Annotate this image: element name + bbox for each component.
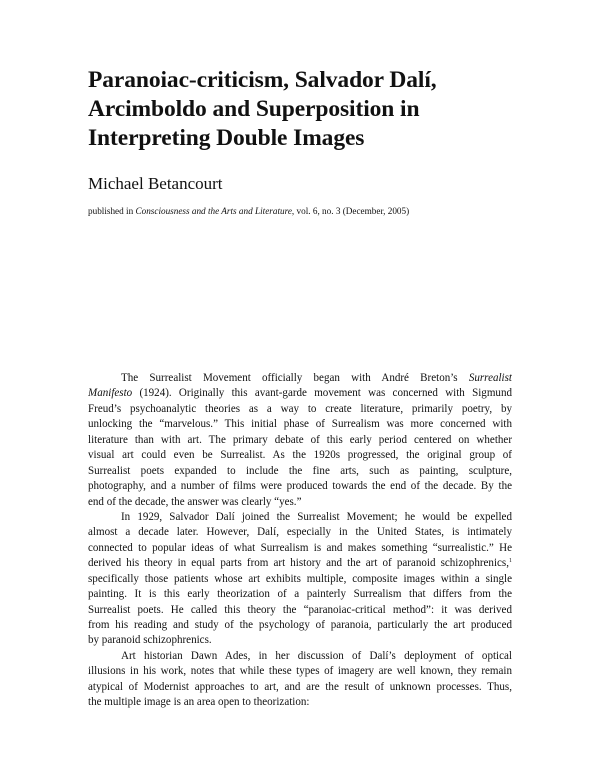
body-text bbox=[88, 371, 512, 711]
publication-details: , vol. 6, no. 3 (December, 2005) bbox=[291, 206, 410, 216]
italic-title: Surrealist bbox=[468, 372, 512, 384]
text-line: the multiple image is an area open to theorization: bbox=[88, 696, 310, 709]
text-line: In 1929, Salvador Dalí joined the Surrealist Movement; he would be expelled bbox=[121, 510, 512, 523]
text-line: photography, and a number of films were produced towards the end of the decade. By the bbox=[88, 480, 512, 493]
paper-title bbox=[88, 66, 528, 153]
text-span: The Surrealist Movement officially began with André Breton’s bbox=[121, 372, 469, 384]
text-line: end of the decade, the answer was clearly “yes.” bbox=[88, 495, 302, 508]
journal-name: Consciousness and the Arts and Literature bbox=[135, 206, 292, 216]
title-line: Paranoiac-criticism, Salvador Dalí, bbox=[88, 67, 437, 93]
italic-title: Manifesto bbox=[88, 387, 133, 400]
publication-note bbox=[88, 205, 409, 217]
text-line: Freud’s psychoanalytic theories as a way to create literature, primarily poetry, by bbox=[88, 402, 512, 415]
text-line: from his reading and study of the psychology of paranoia, particularly the art produced bbox=[88, 619, 512, 631]
text-line bbox=[88, 371, 512, 386]
text-line: Surrealist poets expanded to include the fine arts, such as painting, sculpture, bbox=[88, 464, 512, 477]
text-line: Surrealist poets. He called this theory the “paranoiac-critical method”: it was derived bbox=[88, 603, 512, 616]
text-line: visual art could even be Surrealist. As the 1920s progressed, the original group of bbox=[88, 449, 512, 462]
text-line: painting. It is this early theorization of a painterly Surrealism that differs from the bbox=[88, 588, 512, 601]
text-line: atypical of Modernist approaches to art, and are the result of unknown processes. Thus, bbox=[88, 680, 512, 693]
title-line: Arcimboldo and Superposition in bbox=[88, 96, 420, 122]
publication-prefix: published in bbox=[88, 206, 136, 216]
footnote-marker[interactable]: 1 bbox=[509, 558, 512, 565]
author-name: Michael Betancourt bbox=[88, 174, 223, 193]
text-line: specifically those patients whose art exhibits multiple, composite images within a single bbox=[88, 572, 512, 585]
text-span: derived his theory in equal parts from art history and the art of paranoid schizophrenics, bbox=[88, 557, 509, 570]
text-line: unlocking the “marvelous.” This initial phase of Surrealism was more concerned with bbox=[88, 418, 512, 431]
text-line: Art historian Dawn Ades, in her discussion of Dalí’s deployment of optical bbox=[121, 649, 512, 662]
text-span: (1924). Originally this avant-garde movement was concerned with Sigmund bbox=[132, 387, 512, 400]
text-line: literature than with art. The primary debate of this early period centered on whether bbox=[88, 433, 512, 446]
text-line bbox=[88, 556, 512, 571]
text-line: by paranoid schizophrenics. bbox=[88, 634, 212, 647]
title-line: Interpreting Double Images bbox=[88, 125, 365, 151]
text-line bbox=[88, 386, 512, 401]
text-line: almost a decade later. However, Dalí, especially in the United States, is intimately bbox=[88, 526, 512, 539]
text-line: illusions in his work, notes that while these types of imagery are well known, they remain bbox=[88, 665, 512, 678]
text-line: connected to popular ideas of what Surrealism is and makes something “surrealistic.” He bbox=[88, 541, 512, 554]
